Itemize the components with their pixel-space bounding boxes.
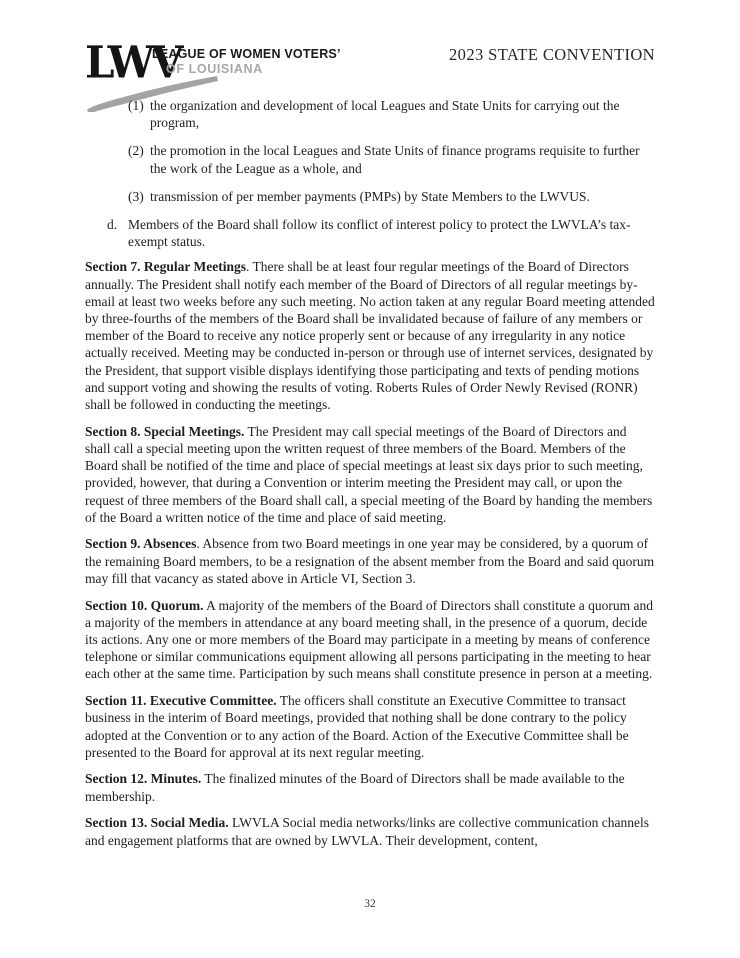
section-paragraph xyxy=(85,423,655,526)
list-item-marker: (3) xyxy=(128,188,144,204)
list-item xyxy=(85,188,655,205)
page-number: 32 xyxy=(364,898,376,910)
section-heading: Section 9. Absences xyxy=(85,536,197,552)
section-paragraph xyxy=(85,814,655,848)
section-heading: Section 10. Quorum. xyxy=(85,597,204,613)
list-item-text: the promotion in the local Leagues and State Units of finance programs requisite to further the work of the League as a whole, and xyxy=(150,143,640,176)
lettered-item-marker: d. xyxy=(107,217,118,233)
section-paragraph xyxy=(85,258,655,413)
list-item-text: transmission of per member payments (PMPs) by State Members to the LWVUS. xyxy=(150,188,590,204)
section-paragraph xyxy=(85,597,655,683)
section-text: The finalized minutes of the Board of Directors shall be made available to the membership. xyxy=(85,771,625,804)
sections xyxy=(85,258,655,848)
section-text: The President may call special meetings of the Board of Directors and shall call a special meeting upon the written request of three members of the Board. Members of the Board shall be notified of the time and place of special meetings at least six days prior to such meeting, provided, however, that during a Convention or interim meeting the President may call, or upon the request of three members of the Board shall call, a special meeting of the Board by handing the members of the Board a written notice of the time and place of said meeting. xyxy=(85,423,653,525)
lettered-item xyxy=(85,216,655,250)
section-text: . There shall be at least four regular meetings of the Board of Directors annually. The President shall notify each member of the Board of Directors of all regular meetings by-email at least two weeks before any such meeting. No action taken at any regular Board meeting attended by three-fourths of the members of the Board shall be invalidated because of failure of any members or member of the Board to receive any notice properly sent or because of any irregularity in any notice actually received. Meeting may be conducted in-person or through use of internet services, designated by the President, that support visible displays identifying those participating and texts of pending motions and support voting and showing the results of voting. Roberts Rules of Order Newly Revised (RONR) shall be followed in conducting the meetings. xyxy=(85,259,655,413)
section-text: LWVLA Social media networks/links are collective communication channels and engagement platforms that are owned by LWVLA. Their development, content, xyxy=(85,815,649,848)
lwv-acronym: LWV xyxy=(85,37,180,88)
brand-region: OF LOUISIANA xyxy=(166,62,263,76)
section-paragraph xyxy=(85,692,655,761)
brand-name: LEAGUE OF WOMEN VOTERS’ xyxy=(152,47,341,61)
section-heading: Section 12. Minutes. xyxy=(85,771,202,787)
convention-title: 2023 STATE CONVENTION xyxy=(449,45,655,64)
list-item xyxy=(85,97,655,131)
section-heading: Section 8. Special Meetings. xyxy=(85,423,245,439)
lwv-logo xyxy=(85,34,341,98)
list-item-text: the organization and development of local Leagues and State Units for carrying out the program, xyxy=(150,98,620,131)
section-heading: Section 11. Executive Committee. xyxy=(85,693,277,709)
brand-text xyxy=(152,47,341,76)
section-text: A majority of the members of the Board of Directors shall constitute a quorum and a majority of the members in attendance at any board meeting shall, in the presence of a quorum, decide its actions. Any one or more members of the Board may participate in a meeting by means of conference telephone or similar communications equipment allowing all persons participating in the meeting to hear each other at the same time. Participation by such means shall constitute presence in person at a meeting. xyxy=(85,597,654,682)
section-text: The officers shall constitute an Executive Committee to transact business in the interim of Board meetings, provided that nothing shall be done contrary to the policy adopted at the Convention or to any action of the Board. Action of the Executive Committee shall be presented to the Board for approval at its next regular meeting. xyxy=(85,693,629,760)
lettered-item-text: Members of the Board shall follow its conflict of interest policy to protect the LWVLA’s tax-exempt status. xyxy=(128,217,631,250)
section-paragraph xyxy=(85,770,655,804)
list-item-marker: (2) xyxy=(128,143,144,159)
section-text: . Absence from two Board meetings in one year may be considered, by a quorum of the remaining Board members, to be a resignation of the absent member from the Board and said quorum may fill that vacancy as stated above in Article VI, Section 3. xyxy=(85,536,655,586)
list-item xyxy=(85,142,655,176)
section-heading: Section 7. Regular Meetings xyxy=(85,259,246,275)
numbered-list xyxy=(85,97,655,205)
section-heading: Section 13. Social Media. xyxy=(85,815,229,831)
document-body xyxy=(85,97,655,858)
section-paragraph xyxy=(85,535,655,587)
list-item-marker: (1) xyxy=(128,98,144,113)
page-header xyxy=(85,34,655,98)
